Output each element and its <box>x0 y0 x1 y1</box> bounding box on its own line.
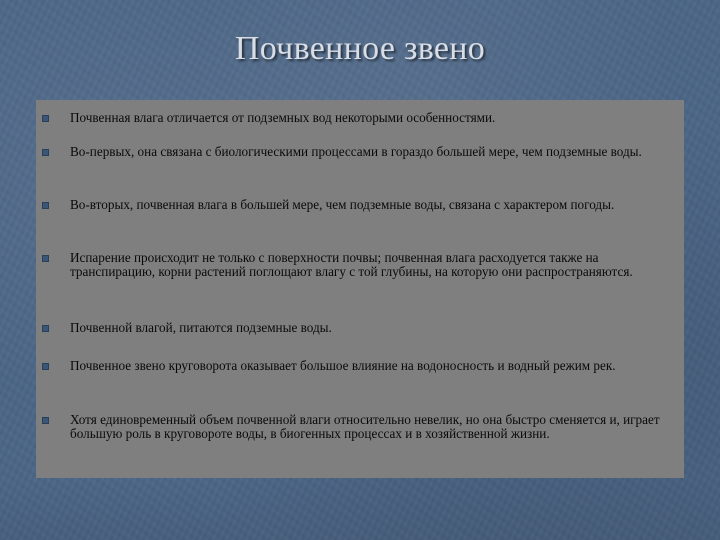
bullet-text: Во-вторых, почвенная влага в большей мере, чем подземные воды, связана с характером погоды. <box>70 197 615 212</box>
bullet-text: Хотя единовременный объем почвенной влаги относительно невелик, но она быстро сменяется и, играет большую роль в круговороте воды, в биогенных процессах и в хозяйственной жизни. <box>70 412 660 441</box>
slide-title: Почвенное звено <box>234 30 486 67</box>
square-bullet-icon <box>42 202 49 209</box>
bullet-text: Почвенное звено круговорота оказывает большое влияние на водоносность и водный режим рек. <box>70 358 616 373</box>
square-bullet-icon <box>42 149 49 156</box>
bullet-text: Почвенной влагой, питаются подземные воды. <box>70 320 332 335</box>
square-bullet-icon <box>42 115 49 122</box>
content-box <box>36 100 684 478</box>
background-shade <box>0 478 720 540</box>
bullet-text: Во-первых, она связана с биологическими процессами в гораздо большей мере, чем подземные воды. <box>70 144 642 159</box>
square-bullet-icon <box>42 417 49 424</box>
square-bullet-icon <box>42 255 49 262</box>
bullet-text: Испарение происходит не только с поверхности почвы; почвенная влага расходуется также на транспирацию, корни растений поглощают влагу с той глубины, на которую они распространяются. <box>70 250 633 279</box>
square-bullet-icon <box>42 325 49 332</box>
square-bullet-icon <box>42 363 49 370</box>
bullet-text: Почвенная влага отличается от подземных вод некоторыми особенностями. <box>70 110 496 125</box>
